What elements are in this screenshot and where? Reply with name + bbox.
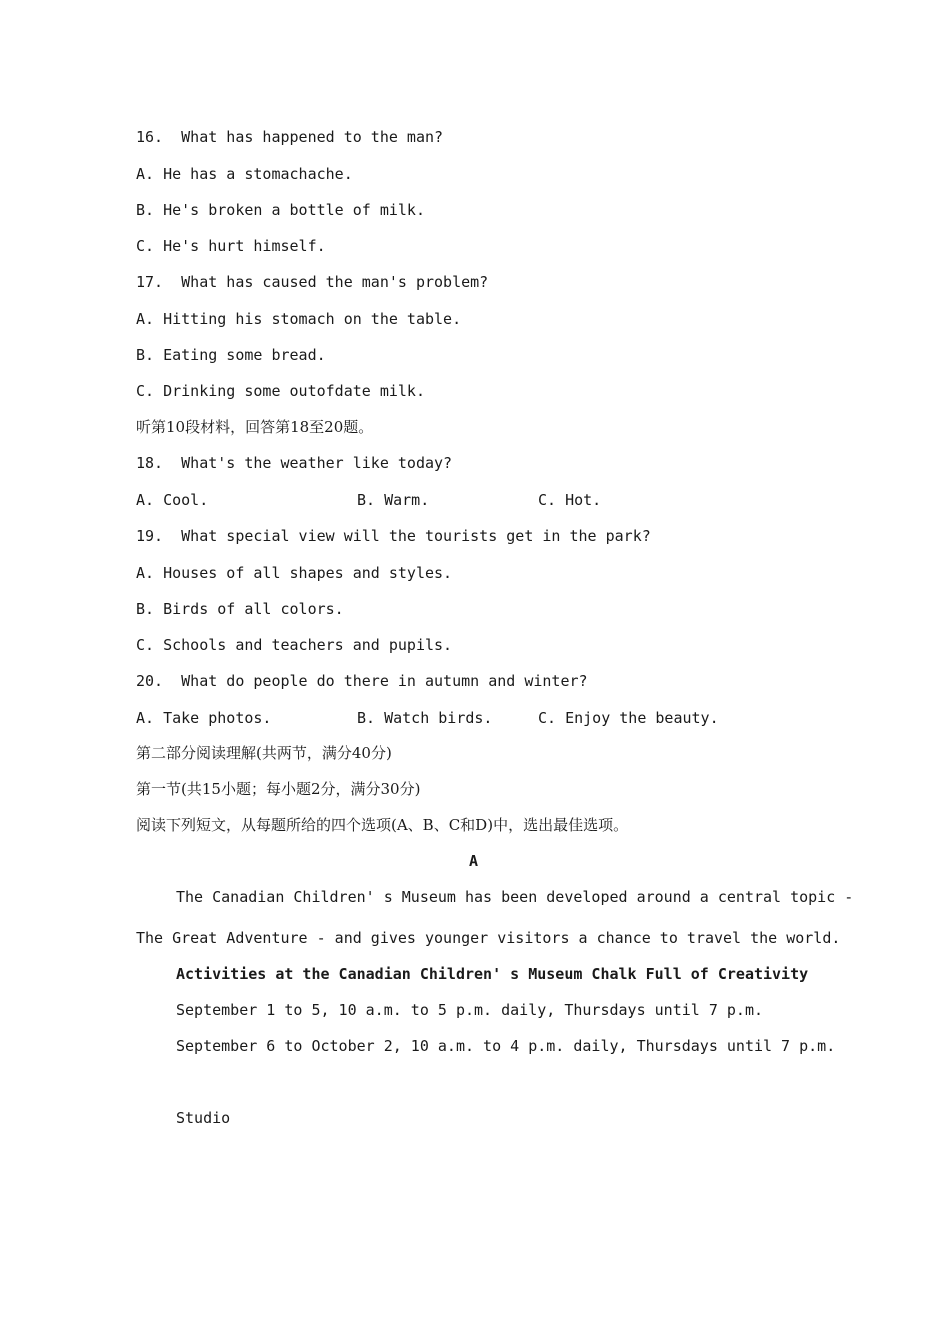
part2-title: 第二部分阅读理解(共两节，满分40分) <box>136 744 392 762</box>
passage-intro-line1: The Canadian Children' s Museum has been developed around a central topic - <box>176 888 854 906</box>
question-20: 20. What do people do there in autumn and winter? <box>136 672 588 690</box>
part2-section1: 第一节(共15小题；每小题2分，满分30分) <box>136 780 421 798</box>
q19-option-b: B. Birds of all colors. <box>136 600 344 618</box>
q18-option-b: B. Warm. <box>357 491 430 509</box>
q19-option-a: A. Houses of all shapes and styles. <box>136 564 453 582</box>
section10-instruction: 听第10段材料，回答第18至20题。 <box>136 418 374 436</box>
part2-instruction: 阅读下列短文，从每题所给的四个选项(A、B、C和D)中，选出最佳选项。 <box>136 816 629 834</box>
q18-option-a: A. Cool. <box>136 491 209 509</box>
q17-option-b: B. Eating some bread. <box>136 346 326 364</box>
q17-option-a: A. Hitting his stomach on the table. <box>136 310 462 328</box>
q16-option-b: B. He's broken a bottle of milk. <box>136 201 425 219</box>
question-19: 19. What special view will the tourists get in the park? <box>136 527 651 545</box>
q20-option-b: B. Watch birds. <box>357 709 493 727</box>
q17-option-c: C. Drinking some outofdate milk. <box>136 382 425 400</box>
schedule-line-2: September 6 to October 2, 10 a.m. to 4 p.m. daily, Thursdays until 7 p.m. <box>176 1037 836 1055</box>
q18-option-c: C. Hot. <box>538 491 602 509</box>
studio-heading: Studio <box>176 1109 231 1127</box>
passage-intro-line2: The Great Adventure - and gives younger visitors a chance to travel the world. <box>136 929 841 947</box>
question-18: 18. What's the weather like today? <box>136 454 453 472</box>
q19-option-c: C. Schools and teachers and pupils. <box>136 636 453 654</box>
passage-heading: Activities at the Canadian Children' s Museum Chalk Full of Creativity <box>176 965 809 983</box>
q16-option-c: C. He's hurt himself. <box>136 237 326 255</box>
passage-letter: A <box>469 852 479 870</box>
question-17: 17. What has caused the man's problem? <box>136 273 489 291</box>
question-16: 16. What has happened to the man? <box>136 128 444 146</box>
q16-option-a: A. He has a stomachache. <box>136 165 353 183</box>
q20-option-a: A. Take photos. <box>136 709 272 727</box>
schedule-line-1: September 1 to 5, 10 a.m. to 5 p.m. daily, Thursdays until 7 p.m. <box>176 1001 763 1019</box>
q20-option-c: C. Enjoy the beauty. <box>538 709 719 727</box>
